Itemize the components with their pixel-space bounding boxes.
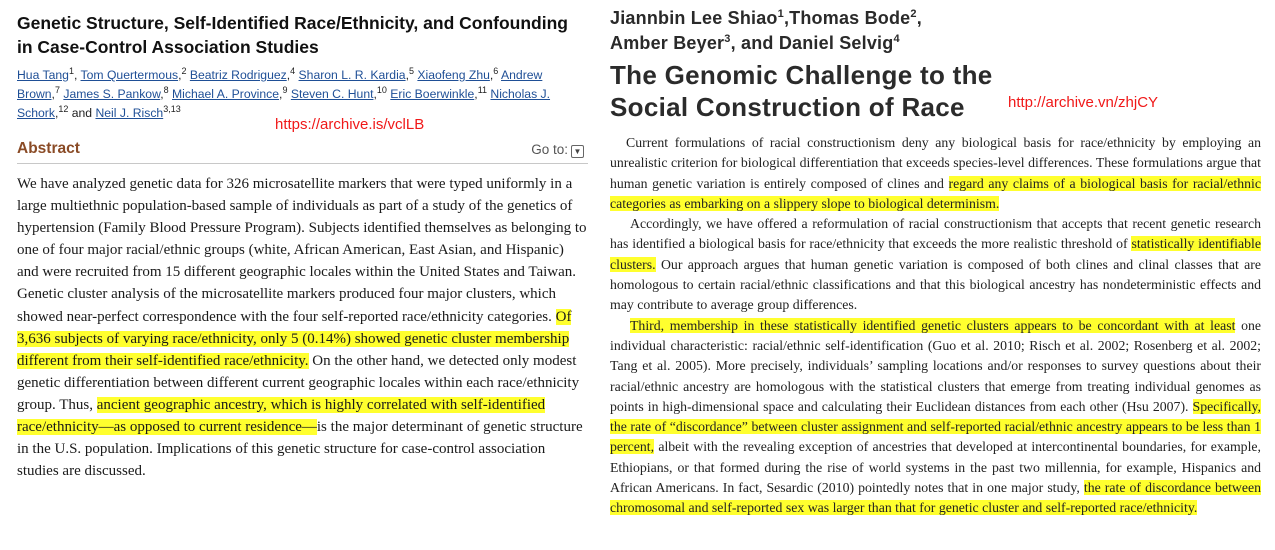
right-archive-url: http://archive.vn/zhjCY (1008, 94, 1159, 111)
highlighted-passage: ancient geographic ancestry, which is highly correlated with self-identified race/ethnicity—as opposed to current residence— (17, 396, 546, 436)
paragraph-text: Current formulations of racial constructionism deny any biological basis for race/ethnicity by employing an unrealistic criterion for biological differentiation that exceeds species-level differences. These formulations argue that human genetic variation is entirely composed of clines and (610, 135, 1261, 191)
author-link[interactable]: Xiaofeng Zhu (417, 68, 490, 82)
abstract-header (17, 140, 588, 164)
goto-menu[interactable] (531, 142, 584, 158)
highlighted-passage: Of 3,636 subjects of varying race/ethnicity, only 5 (0.14%) showed genetic cluster membership different from their self-identified race/ethnicity. (17, 308, 572, 369)
paragraph-text: Our approach argues that human genetic variation is composed of both clines and clinal classes that are homologous to certain racial/ethnic classifications and that this biological ancestry has nondeterministic effects and may contribute to average group differences. (610, 256, 1261, 313)
author-affiliation: 5 (408, 66, 414, 76)
right-author-list: Jiannbin Lee Shiao$^1$,Thomas Bode$^2$, Amber Beyer$^3$, and Daniel Selvig$^4$ (610, 8, 922, 53)
author-affiliation: 3,13 (163, 104, 181, 114)
author-affiliation: 6 (493, 66, 499, 76)
author-and: and (71, 106, 93, 120)
author-affiliation: 2 (181, 66, 187, 76)
author-affiliation: 9 (282, 85, 288, 95)
author-affiliation: 1 (777, 8, 784, 20)
abstract-heading: Abstract (17, 140, 80, 157)
highlighted-passage: the rate of discordance between chromosomal and self-reported sex was larger than that for genetic cluster and self-reported race/ethnicity. (610, 480, 1262, 516)
abstract-sentence: We have analyzed genetic data for 326 microsatellite markers that were typed uniformly in a large multiethnic population-based sample of individuals as part of a study of the genetics of hypertension (Family Blood Pressure Program). Subjects identified themselves as belonging to one of four major racial/ethnic groups (white, African American, East Asian, and Hispanic) and were recruited from 15 different geographic locales within the United States and Taiwan. Genetic cluster analysis of the microsatellite markers produced four major clusters, which showed near-perfect correspondence with the four self-reported race/ethnicity categories. (17, 176, 587, 325)
abstract-sentence: is the major determinant of genetic structure in the U.S. population. Implications of this genetic structure for case-control association studies are discussed. (17, 419, 583, 480)
author-name: Thomas Bode (789, 8, 911, 28)
abstract-text (17, 173, 589, 482)
chevron-down-icon: ▼ (571, 145, 584, 158)
author-link[interactable]: Sharon L. R. Kardia (298, 68, 406, 82)
author-affiliation: 7 (54, 85, 60, 95)
author-affiliation: 4 (893, 33, 900, 45)
author-link[interactable]: Eric Boerwinkle (390, 87, 475, 101)
author-link[interactable]: James S. Pankow (63, 87, 161, 101)
abstract-sentence: On the other hand, we detected only modest genetic differentiation between different current geographic locales within each race/ethnicity group. Thus, (17, 352, 580, 413)
highlighted-passage: Third, membership in these statistically identified genetic clusters appears to be concordant with at least (630, 317, 1236, 333)
author-name: Daniel Selvig (778, 33, 894, 53)
author-link[interactable]: Hua Tang (17, 68, 69, 82)
paragraph-text: albeit with the revealing exception of ancestries that developed at intercontinental boundaries, for example, Ethiopians, or that formed during the rise of world systems in the past two millennia, for example, Hispanics and African Americans. In fact, Sesardic (2010) pointedly notes that in one major study, (610, 439, 1261, 496)
author-and: and (741, 33, 774, 53)
highlighted-passage: Specifically, the rate of “discordance” between cluster assignment and self-reported racial/ethnic ancestry appears to be less than 1 percent, (610, 398, 1261, 455)
left-article-panel (0, 0, 598, 550)
body-paragraph-1 (610, 133, 1261, 214)
author-link[interactable]: Steven C. Hunt (290, 87, 374, 101)
goto-label: Go to: (531, 142, 568, 157)
author-affiliation: 12 (58, 104, 69, 114)
left-article-title: Genetic Structure, Self-Identified Race/Ethnicity, and Confounding in Case-Control Association Studies (17, 13, 568, 57)
author-link[interactable]: Tom Quertermous (80, 68, 179, 82)
author-affiliation: 10 (376, 85, 387, 95)
left-archive-url: https://archive.is/vclLB (275, 116, 425, 133)
right-article-panel (598, 0, 1275, 550)
author-affiliation: 4 (290, 66, 296, 76)
author-link[interactable]: Neil J. Risch (95, 106, 164, 120)
author-name: Jiannbin Lee Shiao (610, 8, 778, 28)
author-affiliation: 11 (477, 85, 488, 95)
author-affiliation: 1 (68, 66, 74, 76)
title-line-2: Social Construction of Race (610, 92, 965, 122)
paragraph-text: Accordingly, we have offered a reformulation of racial constructionism that accepts that recent genetic research has identified a biological basis for race/ethnicity that exceeds the more realistic threshold of (610, 216, 1261, 252)
title-line-1: The Genomic Challenge to the (610, 60, 993, 90)
left-author-list: Hua Tang$^1$, Tom Quertermous,$^2$ Beatriz Rodriguez,$^4$ Sharon L. R. Kardia,$^5$ Xiaofeng Zhu,$^6$ Andrew Brown,$^7$ James S. Pankow,$^8$ Michael A. Province,$^9$ Steven C. Hunt,$^{10}$ Eric Boerwinkle,$^{11}$ Nicholas J. Schork,$^{12}$ and Neil J. Risch$^{3,13}$ (17, 66, 551, 120)
highlighted-passage: regard any claims of a biological basis for racial/ethnic categories as embarking on a slippery slope to biological determinism. (610, 175, 1262, 211)
author-name: Amber Beyer (610, 33, 725, 53)
author-link[interactable]: Beatriz Rodriguez (189, 68, 287, 82)
author-affiliation: 2 (910, 8, 917, 20)
body-paragraph-3 (610, 316, 1261, 519)
author-affiliation: 8 (163, 85, 169, 95)
body-paragraph-2 (610, 214, 1261, 315)
paragraph-text: one individual characteristic: racial/ethnic self-identification (Guo et al. 2010; Risch et al. 2002; Rosenberg et al. 2002; Tang et al. 2005). More precisely, individuals’ sampling locations and/or responses to survey questions about their racial/ethnic ancestry are homologous with the statistical clusters that emerge from treating individual genomes as points in high-dimensional space and calculating their Euclidean distances from each other (Hsu 2007). (610, 317, 1261, 414)
author-affiliation: 3 (724, 33, 731, 45)
author-link[interactable]: Nicholas J. Schork (17, 87, 551, 120)
right-article-title (610, 59, 1261, 123)
author-link[interactable]: Andrew Brown (17, 68, 543, 101)
author-link[interactable]: Michael A. Province (172, 87, 280, 101)
highlighted-passage: statistically identifiable clusters. (610, 236, 1261, 272)
